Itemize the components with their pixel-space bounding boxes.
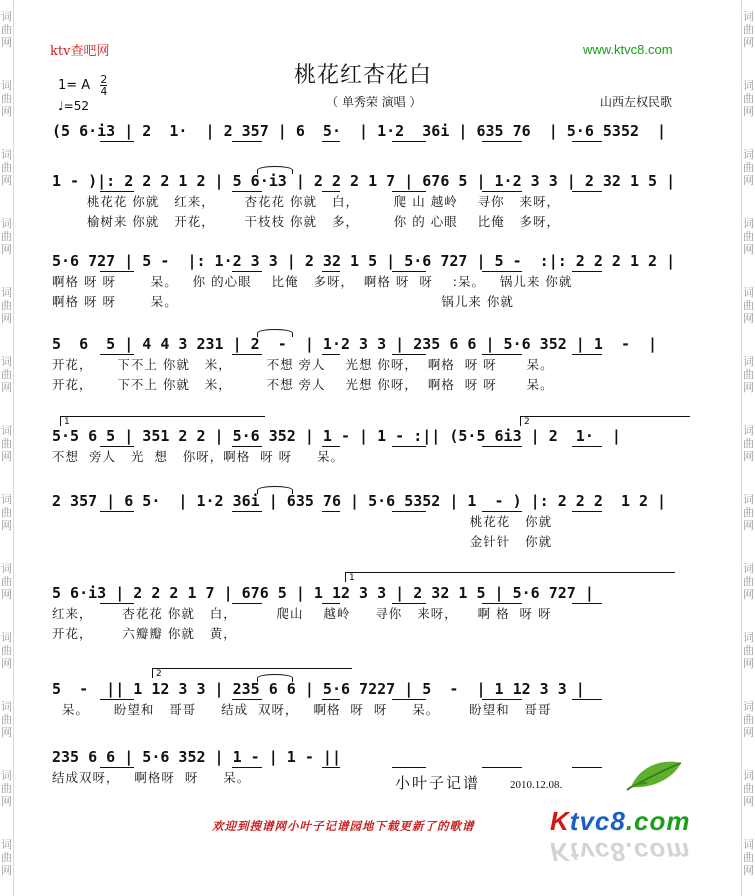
brand-left-label: ktv查吧网 — [50, 44, 110, 59]
score-row — [52, 748, 692, 788]
beam-underline — [482, 354, 522, 355]
beam-underline — [322, 271, 340, 272]
logo-reflection: Ktvc8.com — [550, 837, 691, 867]
watermark-glyph: 词 曲 网 — [743, 217, 754, 256]
beam-underline — [322, 603, 340, 604]
notation-line: 5 6 5 | 4 4 3 231 | 2 - | 1·2 3 3 | 235 6 6 | 5·6 352 | 1 - | — [52, 335, 658, 353]
watermark-glyph: 词 曲 网 — [743, 631, 754, 670]
score-row — [52, 492, 692, 552]
song-title: 桃花红杏花白 — [294, 63, 433, 88]
notation-line: (5 6·i3 | 2 1· | 2 357 | 6 5· | 1·2 36i | 635 76 | 5·6 5352 | — [52, 122, 667, 140]
watermark-glyph: 词 曲 网 — [743, 769, 754, 808]
beam-underline — [572, 446, 602, 447]
notation-line: 2 357 | 6 5· | 1·2 36i | 635 76 | 5·6 5352 | 1 - ) |: 2 2 2 1 2 | — [52, 492, 667, 510]
score-row — [52, 252, 692, 312]
beam-underline — [482, 271, 522, 272]
beam-underline — [232, 767, 262, 768]
beam-underline — [392, 511, 426, 512]
beam-underline — [100, 699, 134, 700]
lyric-line: 不想 旁人 光 想 你呀，啊格 呀 呀 呆。 — [52, 449, 345, 464]
beam-underline — [572, 271, 602, 272]
lyric-line: 结成双呀， 啊格呀 呀 呆。 — [52, 770, 251, 785]
beam-underline — [392, 141, 426, 142]
lyric-line: 红来， 杏花花 你就 白， 爬山 越岭 寻你 来呀， 啊 格 呀 呀 — [52, 606, 552, 621]
watermark-glyph: 词 曲 网 — [1, 631, 12, 670]
beam-underline — [232, 141, 262, 142]
watermark-glyph: 词 曲 网 — [743, 148, 754, 187]
beam-underline — [100, 767, 134, 768]
meter-bottom: 4 — [100, 85, 108, 98]
key-label: 1= A — [58, 78, 91, 93]
meter-top: 2 — [100, 73, 108, 86]
left-watermark-strip — [0, 0, 14, 896]
score-row — [52, 172, 692, 232]
watermark-glyph: 词 曲 网 — [743, 79, 754, 118]
lyric-line: 金针针 你就 — [52, 534, 553, 549]
lyric-line: 桃花花 你就 — [52, 514, 553, 529]
watermark-glyph: 词 曲 网 — [1, 769, 12, 808]
notation-line: 1 - )|: 2 2 2 1 2 | 5 6·i3 | 2 2 2 1 7 | 676 5 | 1·2 3 3 | 2 32 1 5 | — [52, 172, 676, 190]
beam-underline — [100, 271, 134, 272]
lyric-line: 啊格 呀 呀 呆。 锅儿来 你就 — [52, 294, 514, 309]
singer-credit: （ 单秀荣 演唱 ） — [326, 95, 422, 109]
watermark-glyph: 词 曲 网 — [1, 493, 12, 532]
beam-underline — [572, 767, 602, 768]
volta-bracket: 1 — [345, 572, 675, 582]
notation-line: 5·6 727 | 5 - |: 1·2 3 3 | 2 32 1 5 | 5·6 727 | 5 - :|: 2 2 2 1 2 | — [52, 252, 676, 270]
slur-arc — [257, 329, 293, 337]
watermark-glyph: 词 曲 网 — [1, 217, 12, 256]
beam-underline — [392, 191, 426, 192]
beam-underline — [322, 699, 340, 700]
song-source: 山西左权民歌 — [600, 95, 673, 109]
watermark-glyph: 词 曲 网 — [1, 562, 12, 601]
notation-line: 235 6 6 | 5·6 352 | 1 - | 1 - || — [52, 748, 341, 766]
beam-underline — [482, 767, 522, 768]
notation-line: 5 - || 1 12 3 3 | 235 6 6 | 5·6 7227 | 5 - | 1 12 3 3 | — [52, 680, 585, 698]
watermark-glyph: 词 曲 网 — [1, 148, 12, 187]
volta-bracket: 2 — [520, 416, 690, 426]
beam-underline — [482, 191, 522, 192]
lyric-line: 桃花花 你就 红来， 杏花花 你就 白， 爬 山 越岭 寻你 来呀， — [52, 194, 561, 209]
beam-underline — [572, 699, 602, 700]
beam-underline — [322, 446, 340, 447]
lyric-line: 开花， 六瓣瓣 你就 黄， — [52, 626, 237, 641]
beam-underline — [100, 511, 134, 512]
beam-underline — [482, 699, 522, 700]
watermark-glyph: 词 曲 网 — [743, 493, 754, 532]
score-row — [52, 680, 692, 720]
watermark-glyph: 词 曲 网 — [743, 424, 754, 463]
beam-underline — [100, 354, 134, 355]
beam-underline — [232, 699, 262, 700]
beam-underline — [572, 603, 602, 604]
record-date: 2010.12.08. — [510, 779, 563, 791]
volta-bracket: 1 — [60, 416, 265, 426]
beam-underline — [232, 603, 262, 604]
lyric-line: 榆树来 你就 开花， 干枝枝 你就 多， 你 的 心眼 比俺 多呀， — [52, 214, 561, 229]
watermark-glyph: 词 曲 网 — [743, 286, 754, 325]
recorder-signature: 小叶子记谱 — [395, 774, 481, 792]
beam-underline — [322, 354, 340, 355]
beam-underline — [482, 603, 522, 604]
beam-underline — [482, 511, 522, 512]
beam-underline — [322, 511, 340, 512]
beam-underline — [100, 446, 134, 447]
watermark-glyph: 词 曲 网 — [1, 700, 12, 739]
score-row — [52, 335, 692, 395]
beam-underline — [572, 511, 602, 512]
beam-underline — [392, 767, 426, 768]
notation-line: 5·5 6 5 | 351 2 2 | 5·6 352 | 1 - | 1 - :|| (5·5 6i3 | 2 1· | — [52, 427, 621, 445]
watermark-glyph: 词 曲 网 — [743, 10, 754, 49]
time-signature — [100, 74, 107, 97]
score-row — [52, 122, 692, 142]
beam-underline — [392, 446, 426, 447]
watermark-glyph: 词 曲 网 — [1, 355, 12, 394]
watermark-glyph: 词 曲 网 — [1, 79, 12, 118]
beam-underline — [572, 141, 602, 142]
beam-underline — [392, 271, 426, 272]
slur-arc — [257, 486, 293, 494]
watermark-glyph: 词 曲 网 — [1, 424, 12, 463]
beam-underline — [572, 191, 602, 192]
beam-underline — [232, 446, 262, 447]
brand-right-url[interactable]: www.ktvc8.com — [583, 42, 673, 57]
tempo-marking: ♩=52 — [58, 99, 89, 113]
watermark-glyph: 词 曲 网 — [1, 286, 12, 325]
watermark-glyph: 词 曲 网 — [1, 838, 12, 877]
key-signature — [58, 74, 107, 97]
watermark-glyph: 词 曲 网 — [743, 355, 754, 394]
score-row — [52, 427, 692, 467]
watermark-glyph: 词 曲 网 — [743, 700, 754, 739]
right-watermark-strip — [741, 0, 755, 896]
beam-underline — [100, 603, 134, 604]
beam-underline — [322, 141, 340, 142]
beam-underline — [232, 191, 262, 192]
ktvc8-logo[interactable]: Ktvc8.com — [550, 806, 691, 836]
lyric-line: 开花， 下不上 你就 米， 不想 旁人 光想 你呀， 啊格 呀 呀 呆。 — [52, 357, 554, 372]
lyric-line: 呆。 盼望和 哥哥 结成 双呀， 啊格 呀 呀 呆。 盼望和 哥哥 — [52, 702, 552, 717]
beam-underline — [232, 511, 262, 512]
beam-underline — [572, 354, 602, 355]
beam-underline — [482, 446, 522, 447]
beam-underline — [100, 191, 134, 192]
slur-arc — [257, 166, 293, 174]
score-row — [52, 584, 692, 644]
watermark-glyph: 词 曲 网 — [743, 838, 754, 877]
beam-underline — [482, 141, 522, 142]
beam-underline — [392, 699, 426, 700]
leaf-icon — [625, 757, 685, 791]
beam-underline — [392, 354, 426, 355]
welcome-banner: 欢迎到搜谱网小叶子记谱园地下载更新了的歌谱 — [212, 819, 475, 833]
watermark-glyph: 词 曲 网 — [743, 562, 754, 601]
lyric-line: 啊格 呀 呀 呆。 你 的心眼 比俺 多呀， 啊格 呀 呀 :呆。 锅儿来 你就 — [52, 274, 573, 289]
beam-underline — [322, 191, 340, 192]
beam-underline — [322, 767, 340, 768]
beam-underline — [232, 354, 262, 355]
beam-underline — [100, 141, 134, 142]
beam-underline — [392, 603, 426, 604]
watermark-glyph: 词 曲 网 — [1, 10, 12, 49]
lyric-line: 开花， 下不上 你就 米， 不想 旁人 光想 你呀， 啊格 呀 呀 呆。 — [52, 377, 554, 392]
notation-line: 5 6·i3 | 2 2 2 1 7 | 676 5 | 1 12 3 3 | 2 32 1 5 | 5·6 727 | — [52, 584, 594, 602]
beam-underline — [232, 271, 262, 272]
volta-bracket: 2 — [152, 668, 352, 678]
